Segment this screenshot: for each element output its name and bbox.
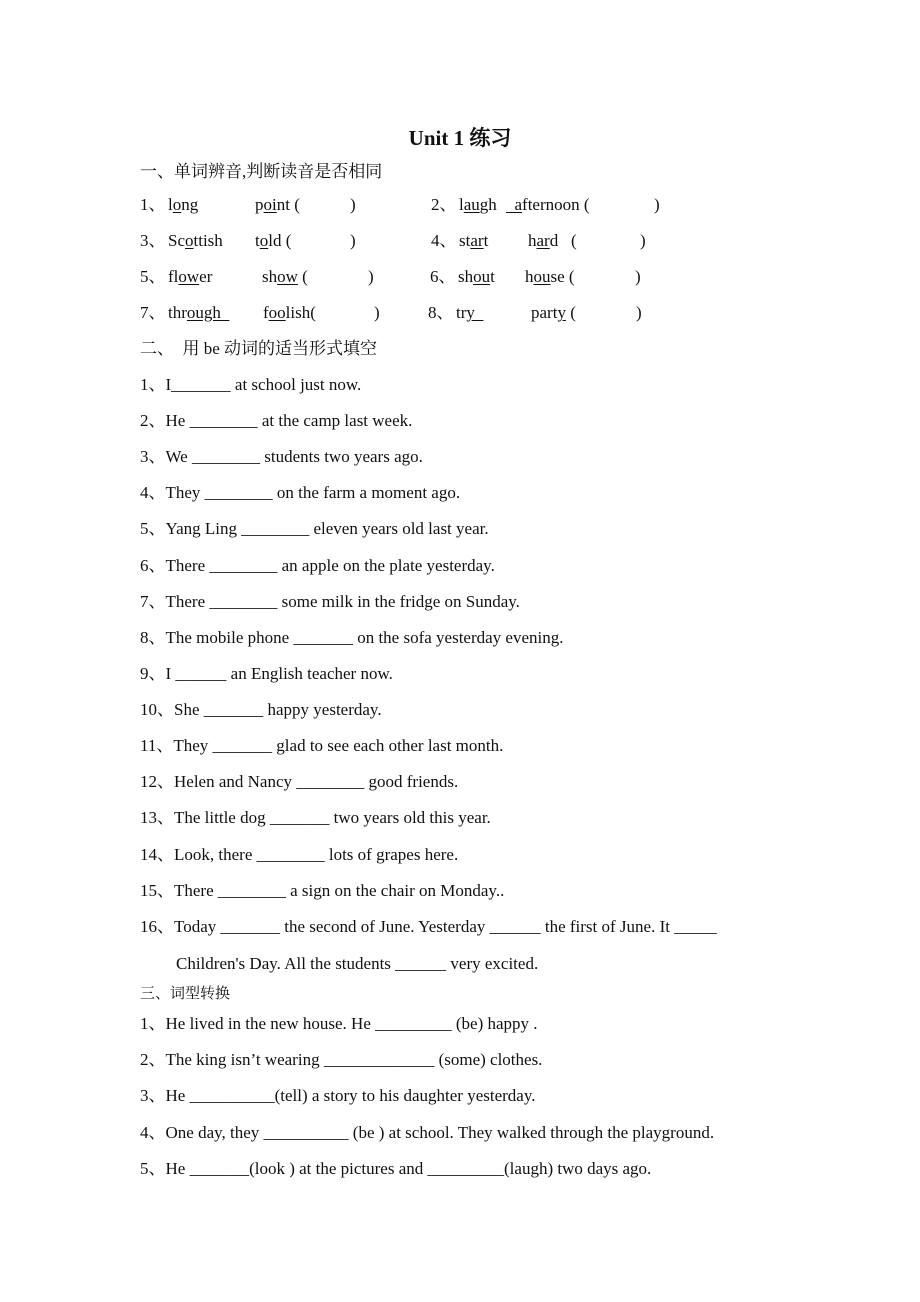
answer-paren[interactable]: )	[635, 267, 641, 286]
word: hard (	[528, 231, 577, 250]
word: long	[168, 195, 199, 214]
word: afternoon (	[506, 195, 590, 214]
word: point (	[255, 195, 300, 214]
word: flower	[168, 267, 213, 286]
exercise-item: 15、There ________ a sign on the chair on Monday..	[140, 881, 505, 900]
exercise-item: 2、The king isn’t wearing _____________ (some) clothes.	[140, 1050, 543, 1069]
answer-paren[interactable]: )	[654, 195, 660, 214]
exercise-item: 1、He lived in the new house. He _________ (be) happy .	[140, 1014, 538, 1033]
section2-heading: 二、 用 be 动词的适当形式填空	[140, 339, 378, 358]
answer-paren[interactable]: )	[350, 231, 356, 250]
word: show (	[262, 267, 308, 286]
answer-paren[interactable]: )	[350, 195, 356, 214]
exercise-item: 5、He _______(look ) at the pictures and _________(laugh) two days ago.	[140, 1159, 652, 1178]
exercise-item: 12、Helen and Nancy ________ good friends.	[140, 772, 459, 791]
item-number: 4、	[431, 231, 457, 250]
answer-paren[interactable]: )	[374, 303, 380, 322]
exercise-item: 3、We ________ students two years ago.	[140, 447, 423, 466]
page-title: Unit 1 练习	[408, 126, 512, 150]
answer-paren[interactable]: )	[640, 231, 646, 250]
exercise-item-continuation: Children's Day. All the students ______ very excited.	[176, 954, 539, 973]
exercise-item: 8、The mobile phone _______ on the sofa yesterday evening.	[140, 628, 564, 647]
word: laugh	[459, 195, 497, 214]
word: house (	[525, 267, 575, 286]
answer-paren[interactable]: )	[636, 303, 642, 322]
item-number: 2、	[431, 195, 457, 214]
exercise-item: 1、I_______ at school just now.	[140, 375, 362, 394]
item-number: 5、	[140, 267, 166, 286]
exercise-item: 6、There ________ an apple on the plate yesterday.	[140, 556, 495, 575]
word: told (	[255, 231, 292, 250]
item-number: 7、	[140, 303, 166, 322]
word: foolish(	[263, 303, 316, 322]
exercise-item: 13、The little dog _______ two years old this year.	[140, 808, 491, 827]
exercise-item: 5、Yang Ling ________ eleven years old last year.	[140, 519, 489, 538]
item-number: 3、	[140, 231, 166, 250]
word: party (	[531, 303, 576, 322]
exercise-item: 9、I ______ an English teacher now.	[140, 664, 393, 683]
item-number: 8、	[428, 303, 454, 322]
word: shout	[458, 267, 495, 286]
item-number: 1、	[140, 195, 166, 214]
section1-heading: 一、单词辨音,判断读音是否相同	[140, 162, 383, 181]
exercise-item: 4、One day, they __________ (be ) at school. They walked through the playground.	[140, 1123, 715, 1142]
exercise-item: 3、He __________(tell) a story to his daughter yesterday.	[140, 1086, 536, 1105]
exercise-item: 2、He ________ at the camp last week.	[140, 411, 413, 430]
word: Scottish	[168, 231, 223, 250]
exercise-item: 16、Today _______ the second of June. Yesterday ______ the first of June. It _____	[140, 917, 717, 936]
word: through	[168, 303, 230, 322]
word: try	[456, 303, 484, 322]
exercise-item: 7、There ________ some milk in the fridge on Sunday.	[140, 592, 520, 611]
exercise-item: 14、Look, there ________ lots of grapes here.	[140, 845, 459, 864]
answer-paren[interactable]: )	[368, 267, 374, 286]
word: start	[459, 231, 489, 250]
item-number: 6、	[430, 267, 456, 286]
exercise-item: 10、She _______ happy yesterday.	[140, 700, 382, 719]
exercise-item: 4、They ________ on the farm a moment ago.	[140, 483, 461, 502]
exercise-item: 11、They _______ glad to see each other last month.	[140, 736, 504, 755]
section3-heading: 三、词型转换	[140, 986, 231, 1002]
